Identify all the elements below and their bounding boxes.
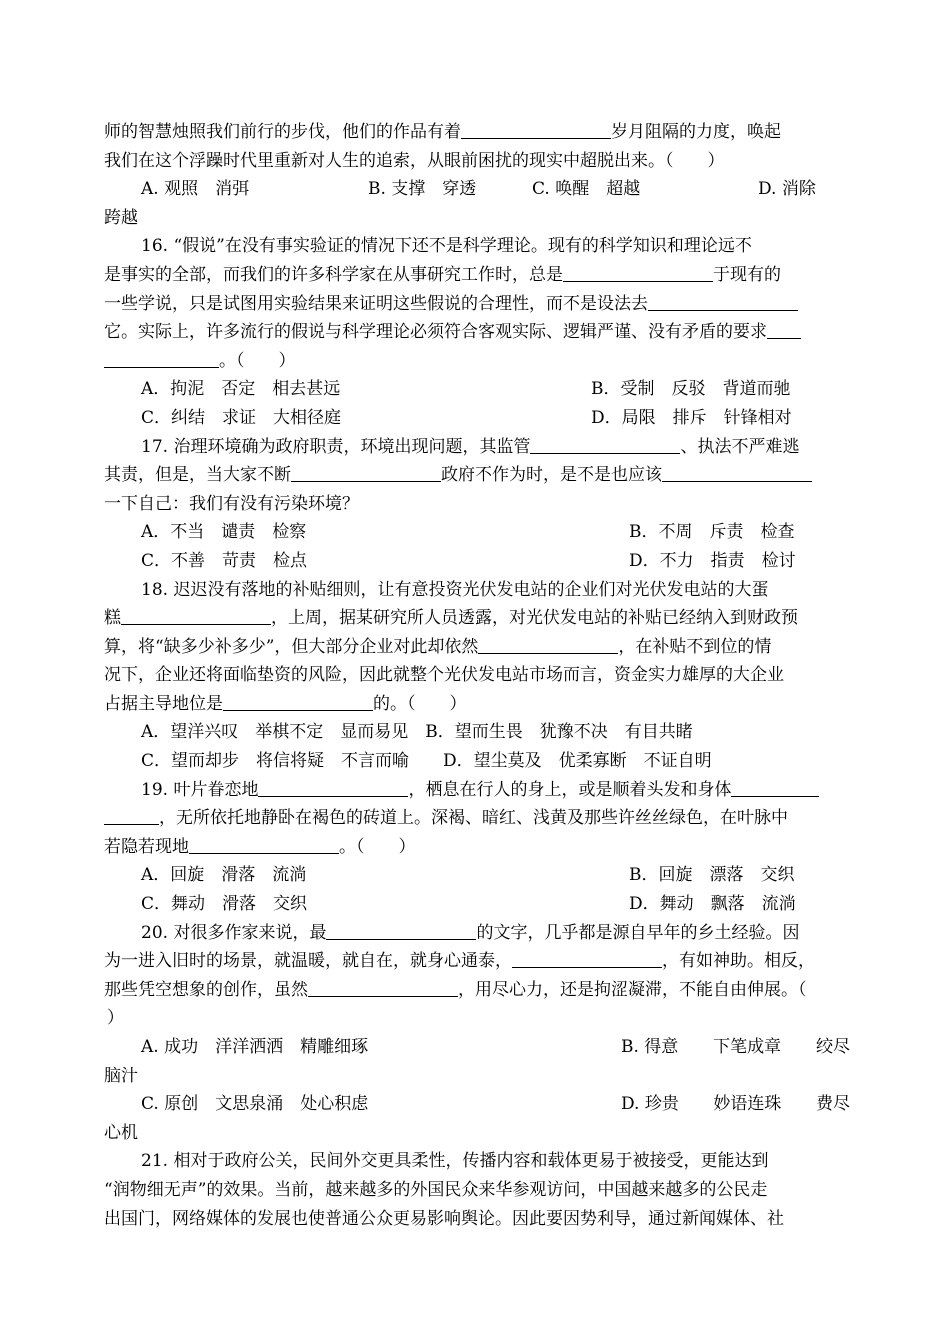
answer-blank	[530, 435, 680, 454]
option-a: A．回旋 滑落 流淌	[141, 865, 307, 886]
q17-options-cd	[104, 547, 850, 576]
option-c: C．纠结 求证 大相径庭	[141, 407, 342, 428]
text-line: 脑汁	[104, 1065, 138, 1086]
option-d: D．舞动 飘落 流淌	[629, 894, 796, 915]
text-line: ）	[107, 1008, 124, 1029]
question-20-stem: 20. 对很多作家来说，最 的文字，几乎都是源自早年的乡土经验。因	[141, 922, 800, 943]
option-d: D. 珍贵 妙语连珠 费尽	[621, 1094, 850, 1115]
answer-blank	[478, 635, 618, 654]
option-a: A. 观照 消弭	[141, 179, 250, 200]
answer-blank	[731, 778, 819, 797]
text-line: 师的智慧烛照我们前行的步伐，他们的作品有着 岁月阻隔的力度，唤起	[104, 122, 781, 142]
text-line: 一下自己：我们有没有污染环境？	[104, 493, 359, 514]
text-line: 我们在这个浮躁时代里重新对人生的追索，从眼前困扰的现实中超脱出来。（ ）	[104, 150, 725, 171]
answer-blank	[189, 835, 339, 854]
text-line: ，无所依托地静卧在褐色的砖道上。深褐、暗红、浅黄及那些许丝丝绿色，在叶脉中	[104, 804, 850, 833]
answer-blank	[648, 292, 798, 311]
text-line: 其责，但是，当大家不断 政府不作为时，是不是也应该	[104, 461, 850, 490]
answer-blank	[512, 949, 662, 968]
answer-blank	[326, 921, 476, 940]
q17-options-ab	[104, 518, 850, 547]
option-c: C．舞动 滑落 交织	[141, 894, 308, 915]
text-line: 那些凭空想象的创作，虽然 ，用尽心力，还是拘涩凝滞，不能自由伸展。（	[104, 979, 807, 1000]
question-16-stem: 16. “假说”在没有事实验证的情况下还不是科学理论。现有的科学知识和理论远不	[141, 236, 752, 257]
answer-blank	[662, 463, 812, 482]
option-a: A．拘泥 否定 相去甚远	[141, 379, 341, 400]
text-line: 占据主导地位是 的。（ ）	[104, 693, 467, 714]
option-b: B．受制 反驳 背道而驰	[591, 379, 791, 400]
text-line: 糕 ，上周，据某研究所人员透露，对光伏发电站的补贴已经纳入到财政预	[104, 608, 798, 629]
option-c: C. 原创 文思泉涌 处心积虑	[141, 1094, 369, 1115]
answer-blank	[461, 120, 611, 139]
text-line: 跨越	[104, 207, 138, 228]
option-b: B. 得意 下笔成章 绞尽	[621, 1037, 850, 1057]
question-21-stem: 21. 相对于政府公关，民间外交更具柔性，传播内容和载体更易于被接受，更能达到	[141, 1151, 769, 1172]
option-b: B．回旋 漂落 交织	[629, 865, 795, 886]
option-b: B．不周 斥责 检查	[629, 522, 795, 543]
answer-blank	[563, 263, 713, 282]
option-d: D. 消除	[758, 179, 816, 200]
text-line: 是事实的全部，而我们的许多科学家在从事研究工作时，总是 于现有的	[104, 264, 781, 285]
answer-blank	[104, 806, 159, 825]
text-line: 心机	[104, 1122, 138, 1143]
document-page	[104, 118, 850, 1233]
answer-blank	[121, 606, 271, 625]
text-line: 为一进入旧时的场景，就温暖，就自在，就身心通泰， ，有如神助。相反，	[104, 951, 815, 972]
question-18-stem: 18. 迟迟没有落地的补贴细则，让有意投资光伏发电站的企业们对光伏发电站的大蛋	[141, 579, 769, 600]
q19-options-ab	[104, 861, 850, 890]
question-17-stem: 17. 治理环境确为政府职责，环境出现问题，其监管 、执法不严难逃	[141, 436, 800, 457]
text-line: 若隐若现地 。（ ）	[104, 836, 416, 857]
answer-blank	[291, 463, 441, 482]
option-a: A. 成功 洋洋洒洒 精雕细琢	[141, 1037, 369, 1057]
option-c: C. 唤醒 超越	[532, 179, 641, 200]
question-19-stem: 19. 叶片眷恋地 ，栖息在行人的身上，或是顺着头发和身体	[104, 776, 850, 805]
q18-options-cd: C．望而却步 将信将疑 不言而喻 D．望尘莫及 优柔寡断 不证自明	[141, 751, 712, 772]
q20-options-cd	[104, 1090, 850, 1119]
answer-blank	[104, 349, 219, 368]
answer-blank	[308, 978, 458, 997]
text-line: 一些学说，只是试图用实验结果来证明这些假说的合理性，而不是设法去	[104, 290, 850, 319]
text-line: 。（ ）	[104, 347, 850, 376]
q16-options-ab	[104, 375, 850, 404]
q15-options	[104, 175, 850, 204]
answer-blank	[767, 320, 801, 339]
text-line: 出国门，网络媒体的发展也使普通公众更易影响舆论。因此要因势利导，通过新闻媒体、社	[104, 1208, 784, 1229]
q20-options-ab	[104, 1033, 850, 1062]
option-d: D．不力 指责 检讨	[629, 550, 796, 571]
q16-options-cd	[104, 404, 850, 433]
text-line: “润物细无声”的效果。当前，越来越多的外国民众来华参观访问，中国越来越多的公民走	[104, 1179, 768, 1200]
text-line: 况下，企业还将面临垫资的风险，因此就整个光伏发电站市场而言，资金实力雄厚的大企业	[104, 665, 784, 686]
option-a: A．不当 谴责 检察	[141, 522, 307, 543]
answer-blank	[258, 778, 408, 797]
text-line: 它。实际上，许多流行的假说与科学理论必须符合客观实际、逻辑严谨、没有矛盾的要求	[104, 318, 850, 347]
q18-options-ab: A．望洋兴叹 举棋不定 显而易见 B．望而生畏 犹豫不决 有目共睹	[141, 722, 693, 743]
text-line: 算，将“缺多少补多少”，但大部分企业对此却依然 ，在补贴不到位的情	[104, 636, 772, 657]
q19-options-cd	[104, 890, 850, 919]
option-c: C．不善 苛责 检点	[141, 550, 308, 571]
option-b: B. 支撑 穿透	[368, 179, 477, 200]
option-d: D．局限 排斥 针锋相对	[591, 407, 792, 428]
answer-blank	[223, 692, 373, 711]
